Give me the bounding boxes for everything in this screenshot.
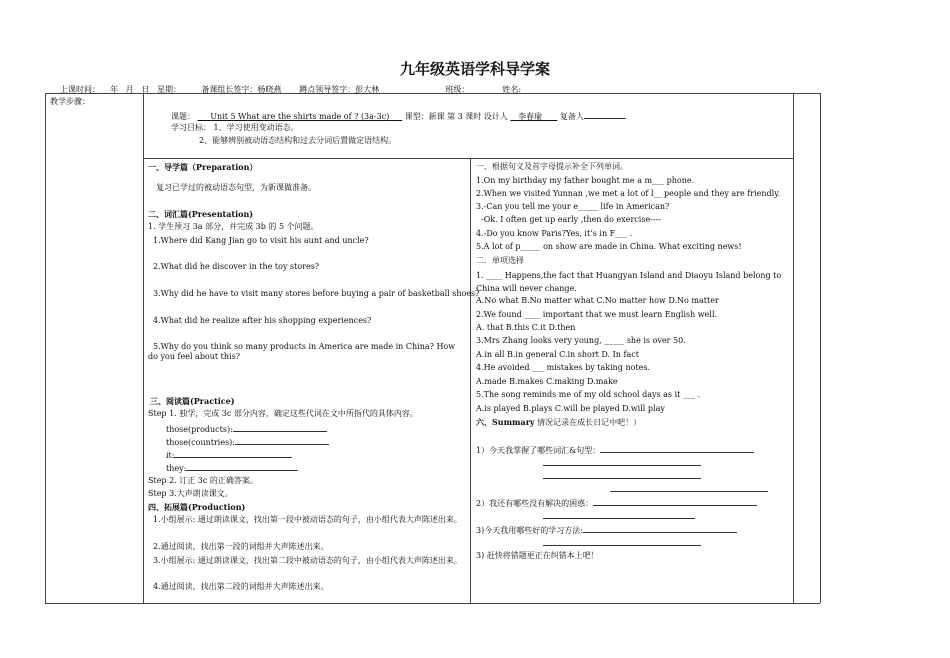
answer-blank[interactable] — [593, 497, 757, 506]
answer-blank[interactable] — [600, 444, 754, 453]
question-3: 3.Why did he have to visit many stores before buying a pair of basketball shoes? — [153, 289, 480, 298]
fill-3-answer: -Ok. I often get up early ,then do exercise---- — [481, 215, 662, 224]
section1-text: 复习已学过的被动语态句型，为新课做准备。 — [156, 183, 316, 192]
choice-title: 二．单项选择 — [476, 256, 524, 265]
answer-blank[interactable] — [174, 449, 292, 458]
choice-4: 4.He avoided ___ mistakes by taking notes. — [476, 363, 651, 372]
summary-1: 1）今天我掌握了哪些词汇&句型： — [476, 444, 754, 456]
question-2: 2.What did he discover in the toy stores? — [153, 262, 320, 271]
fill-title: 一、根据句义及首字母提示补全下列单词。 — [476, 162, 628, 171]
choice-4-options: A.made B.makes C.making D.make — [476, 377, 618, 386]
production-3: 3.小组展示: 通过朗读课文，找出第二段中被动语态的句子，由小组代表大声陈述出来。 — [153, 556, 462, 565]
summary-title-row: 六、Summary 情况记录在成长日记中吧！） — [476, 417, 642, 427]
choice-5: 5.The song reminds me of my old school days as it ___ . — [476, 390, 700, 399]
section2-intro: 1. 学生预习 3a 部分，并完成 3b 的 5 个问题。 — [148, 222, 319, 231]
preparer-blank[interactable] — [584, 110, 626, 119]
pronoun-those-countries: those(countries): — [166, 436, 329, 448]
question-1: 1.Where did Kang Jian go to visit his aunt and uncle? — [153, 236, 369, 245]
goals-label: 学习目标： 1、学习使用变动语态。 — [171, 123, 299, 132]
pronoun-those-products: those(products): — [166, 423, 327, 435]
fill-5: 5.A lot of p_____ on show are made in China. What exciting news! — [476, 242, 742, 251]
topic-text: Unit 5 What are the shirts made of ? (3a-3c) — [210, 112, 390, 121]
fill-2: 2.When we visited Yunnan ,we met a lot of l__ people and they are friendly. — [476, 189, 781, 198]
choice-1: 1. ____ Happens,the fact that Huangyan Island and Diaoyu Island belong to China will never change. — [476, 271, 782, 293]
answer-line[interactable] — [543, 518, 695, 519]
answer-line[interactable] — [543, 465, 701, 466]
section3-step2: Step 2. 订正 3c 的正确答案。 — [148, 476, 258, 485]
question-4: 4.What did he realize after his shopping experiences? — [153, 316, 372, 325]
summary-2: 2）我还有哪些没有解决的困惑： — [476, 497, 757, 509]
choice-3: 3.Mrs Zhang looks very young, _____ she is over 50. — [476, 336, 686, 345]
preparer-label: 复备人 — [559, 112, 584, 121]
fill-3: 3.-Can you tell me your e_____ life in American? — [476, 202, 670, 211]
choice-1-options: A.No what B.No matter what C.No matter how D.No matter — [476, 296, 719, 305]
choice-2-options: A. that B.this C.it D.then — [476, 323, 576, 332]
header-info-line: 上课时间： 年 月 日 星期： 备课组长签字：杨晓燕 蹲点领导签字：彭大林 班级： 姓名: — [60, 85, 522, 94]
summary-4: 3) 赶快将错题更正在纠错本上吧！ — [476, 551, 599, 560]
fill-4: 4.-Do you know Paris?Yes, it’s in F___ . — [476, 229, 633, 238]
summary-3: 3)今天我用哪些好的学习方法: — [476, 524, 737, 536]
designer-name: 李春瑜 — [518, 112, 543, 121]
answer-line[interactable] — [610, 491, 768, 492]
question-5: 5.Why do you think so many products in America are made in China? How do you feel about this? — [148, 342, 456, 361]
answer-line[interactable] — [543, 478, 701, 479]
steps-label: 教学步骤： — [50, 97, 90, 106]
answer-blank[interactable] — [233, 423, 327, 432]
pronoun-they: they: — [166, 462, 298, 474]
section2-title: 二、词汇篇(Presentation) — [148, 209, 254, 219]
section3-step3: Step 3.大声朗读课文。 — [148, 489, 233, 498]
choice-3-options: A.in all B.in general C.in short D. In fact — [476, 350, 639, 359]
section1-title: 一、导学篇（Preparation） — [148, 162, 258, 172]
production-4: 4.通过阅读，找出第二段的词组并大声陈述出来。 — [153, 582, 329, 591]
production-2: 2.通过阅读，找出第一段的词组并大声陈述出来。 — [153, 542, 329, 551]
section3-step1: Step 1. 独学，完成 3c 部分内容，确定这些代词在文中所指代的具体内容。 — [148, 409, 418, 418]
page-title: 九年级英语学科导学案 — [399, 60, 550, 78]
answer-blank[interactable] — [186, 462, 298, 471]
answer-blank[interactable] — [583, 524, 737, 533]
goal-2: 2、能够辨别被动语态结构和过去分词后置做定语结构。 — [199, 136, 397, 145]
production-1: 1.小组展示: 通过朗读课文，找出第一段中被动语态的句子，由小组代表大声陈述出来。 — [153, 515, 462, 524]
course-type: 课型：新课 第 3 课时 设计人 — [404, 112, 508, 121]
answer-blank[interactable] — [235, 436, 329, 445]
choice-2: 2.We found ____ important that we must learn English well. — [476, 310, 718, 319]
topic-label: 课题： — [171, 112, 195, 121]
answer-line[interactable] — [543, 545, 701, 546]
fill-1: 1.On my birthday my father bought me a m___ phone. — [476, 176, 695, 185]
section3-title: 三、阅读篇(Practice) — [150, 396, 235, 406]
section4-title: 四、拓展篇(Production) — [148, 502, 246, 512]
choice-5-options: A.is played B.plays C.will be played D.will play — [476, 404, 665, 413]
course-topic-row — [171, 110, 626, 122]
pronoun-it: it: — [166, 449, 292, 461]
